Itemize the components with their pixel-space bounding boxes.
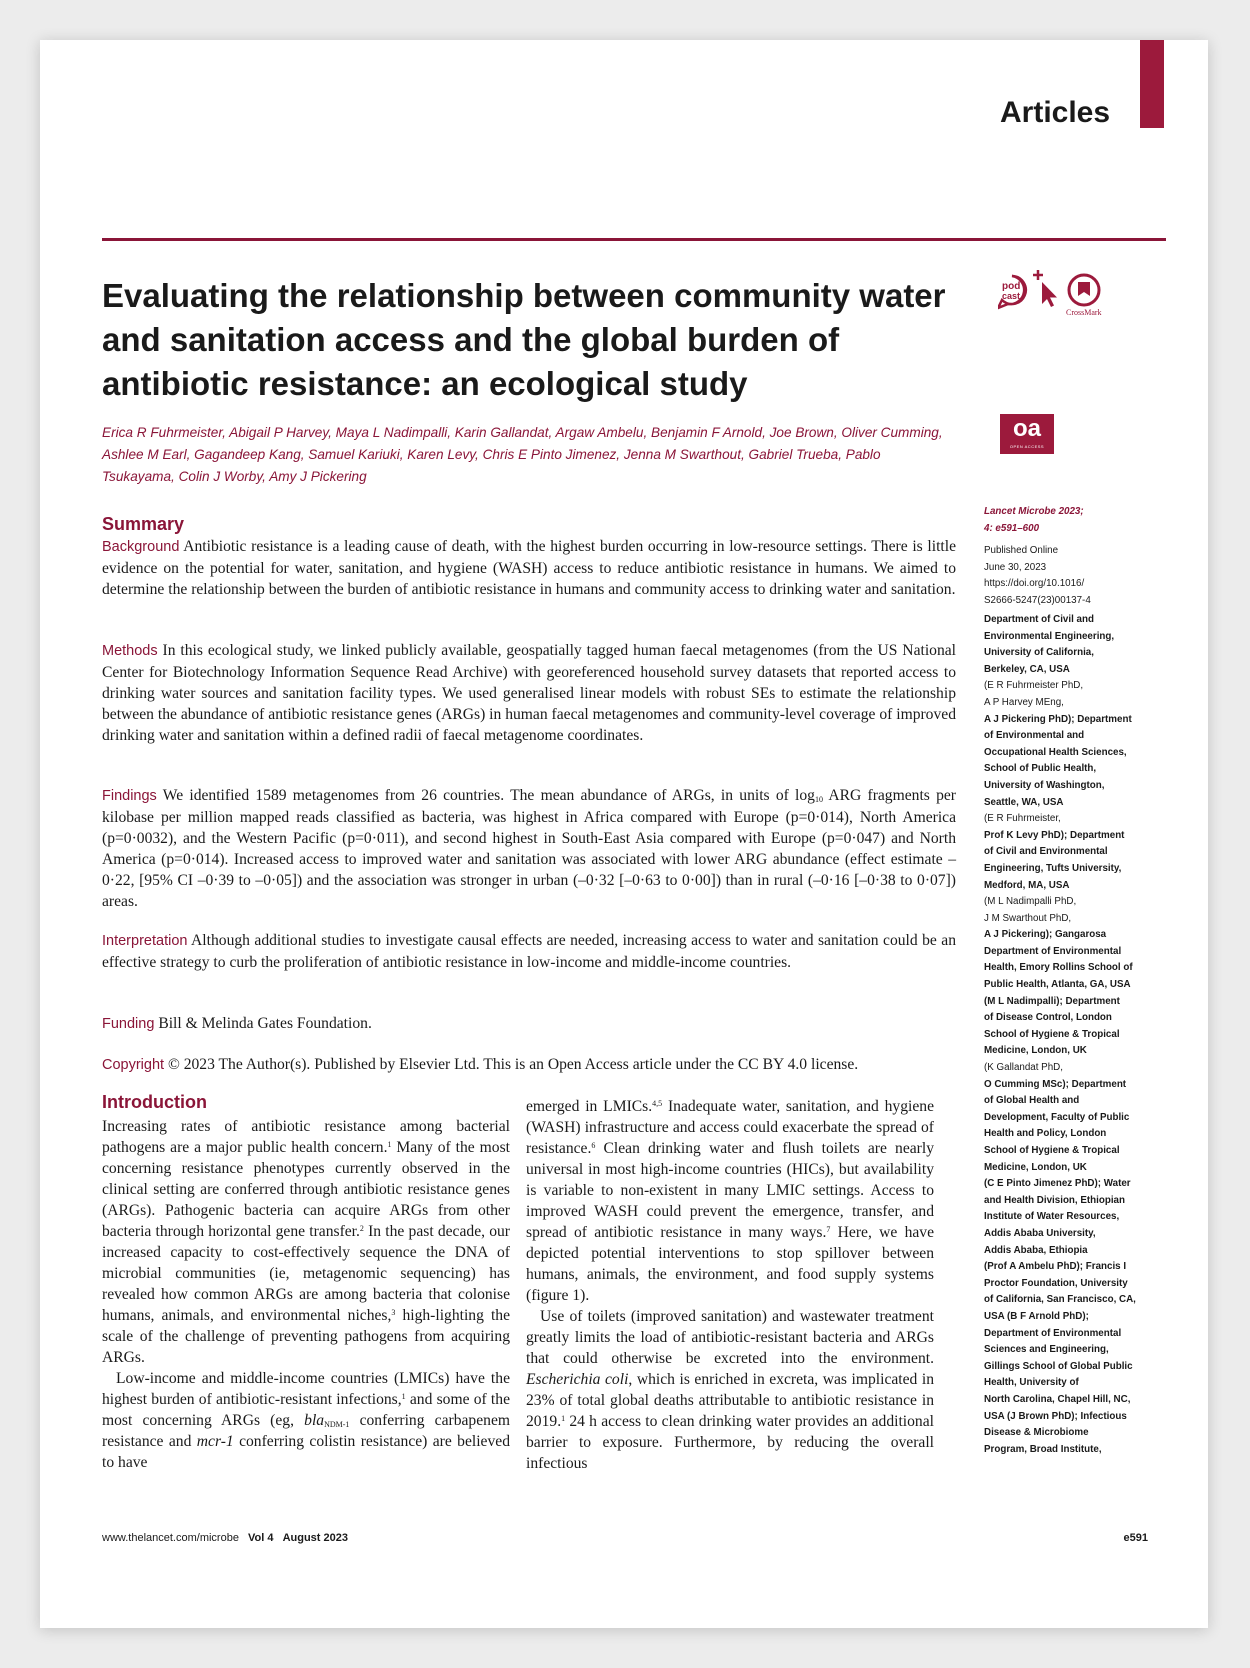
footer-volume: Vol 4	[248, 1532, 274, 1544]
affiliation-line: of California, San Francisco, CA,	[984, 1294, 1136, 1306]
methods-text: In this ecological study, we linked publicly available, geospatially tagged human faecal metagenomes (from the US National Center for Biotechnology Information Sequence Read Archive) with georeferenced household survey datasets that reported access to drinking water sources and sanitation facility types. We used generalised linear models with robust SEs to estimate the relationship between the abundance of antibiotic resistance genes (ARGs) in human faecal metagenomes and community-level coverage of improved drinking water and sanitation within a defined radii of faecal metagenome coordinates.	[102, 642, 956, 744]
affiliation-line: A J Pickering PhD); Department	[984, 713, 1132, 725]
text-run: emerged in LMICs.	[526, 1098, 653, 1115]
funding-text: Bill & Melinda Gates Foundation.	[158, 1015, 372, 1032]
summary-funding	[102, 1013, 956, 1035]
affiliation-line: Department of Civil and	[984, 614, 1094, 625]
affiliation-line: Institute of Water Resources,	[984, 1211, 1120, 1223]
intro-paragraph	[526, 1096, 934, 1306]
text-run: Escherichia coli	[526, 1371, 629, 1388]
svg-text:cast: cast	[1002, 291, 1021, 301]
introduction-heading: Introduction	[102, 1092, 207, 1112]
journal-volume: 4: e591–600	[984, 522, 1040, 534]
text-run: conferring colistin resistance) are believed to have	[102, 1433, 510, 1471]
affiliation-line: J M Swarthout PhD,	[984, 912, 1072, 924]
affiliation-line: Addis Ababa University,	[984, 1227, 1096, 1239]
affiliation-line: Berkeley, CA, USA	[984, 663, 1070, 675]
article-title: Evaluating the relationship between community water and sanitation access and the global burden of antibiotic resistance: an ecological study	[102, 277, 946, 402]
text-run: 24 h access to clean drinking water provides an additional barrier to exposure. Furthermore, by reducing the overall infectious	[526, 1413, 934, 1472]
summary-findings	[102, 785, 956, 912]
affiliation-line: (M L Nadimpalli PhD,	[984, 896, 1077, 908]
affiliation-line: Sciences and Engineering,	[984, 1344, 1109, 1356]
page-number: e591	[1123, 1532, 1148, 1544]
affiliation-line: University of California,	[984, 647, 1094, 659]
cursor-plus-icon	[1033, 270, 1057, 307]
affiliation-line: Department of Environmental	[984, 945, 1122, 957]
affiliation-line: Health and Policy, London	[984, 1128, 1107, 1140]
affiliation-line: A J Pickering); Gangarosa	[984, 929, 1107, 941]
affiliation-line: Addis Ababa, Ethiopia	[984, 1244, 1088, 1256]
affiliation-line: (C E Pinto Jimenez PhD); Water	[984, 1178, 1131, 1190]
footer-date: August 2023	[282, 1532, 348, 1544]
affiliation-line: Seattle, WA, USA	[984, 796, 1064, 808]
affiliation-line: School of Hygiene & Tropical	[984, 1145, 1120, 1156]
footer-url[interactable]: www.thelancet.com/microbe	[102, 1532, 239, 1544]
summary-copyright	[102, 1054, 956, 1076]
section-tab	[1140, 40, 1164, 128]
text-run: 7	[826, 1225, 831, 1234]
section-label: Articles	[1000, 96, 1111, 129]
copyright-label: Copyright	[102, 1057, 165, 1073]
summary-methods	[102, 640, 956, 746]
doi-link[interactable]: https://doi.org/10.1016/	[984, 578, 1085, 590]
text-run: bla	[304, 1412, 325, 1429]
affiliation-line: Environmental Engineering,	[984, 630, 1115, 642]
affiliation-line: of Civil and Environmental	[984, 846, 1108, 858]
podcast-label: pod	[1002, 281, 1021, 292]
interpretation-text: Although additional studies to investigate causal effects are needed, increasing access to water and sanitation could be an effective strategy to curb the proliferation of antibiotic resistance in low-income and middle-income countries.	[102, 932, 957, 971]
affiliation-line: (E R Fuhrmeister PhD,	[984, 680, 1084, 692]
affiliation-line: Engineering, Tufts University,	[984, 862, 1122, 874]
podcast-crossmark-icons	[998, 268, 1158, 328]
text-run: 4,5	[652, 1099, 663, 1108]
affiliation-line: Disease & Microbiome	[984, 1427, 1089, 1439]
text-run: Clean drinking water and flush toilets are nearly universal in most high-income countries (HICs), but availability is variable to non-existent in many LMIC settings. Access to improved WASH could prevent the emergence, transfer, and spread of antibiotic resistance in many ways.	[526, 1140, 934, 1241]
intro-paragraph	[526, 1306, 934, 1474]
text-run: and some of the most concerning ARGs (eg,	[102, 1391, 510, 1429]
affiliation-line: School of Public Health,	[984, 763, 1097, 775]
summary-interpretation	[102, 930, 956, 973]
sidebar-citation	[984, 504, 1144, 610]
text-run: Here, we have depicted potential interventions to stop spillover between humans, animals, the environment, and food supply systems (figure 1).	[526, 1224, 935, 1304]
affiliation-line: Development, Faculty of Public	[984, 1111, 1130, 1123]
text-run: conferring carbapenem resistance and	[102, 1412, 510, 1450]
text-run: high-lighting the scale of the challenge of preventing pathogens from acquiring ARGs.	[102, 1307, 510, 1366]
affiliation-line: (E R Fuhrmeister,	[984, 813, 1061, 825]
text-run: 1	[387, 1140, 392, 1149]
affiliation-line: North Carolina, Chapel Hill, NC,	[984, 1393, 1131, 1405]
text-run: 1	[401, 1392, 406, 1401]
affiliation-line: Prof K Levy PhD); Department	[984, 829, 1125, 841]
affiliation-line: of Disease Control, London	[984, 1012, 1112, 1024]
background-label: Background	[102, 539, 180, 555]
background-text: Antibiotic resistance is a leading cause of death, with the highest burden occurring in low-resource settings. There is little evidence on the potential for water, sanitation, and hygiene (WASH) access to reduce antibiotic resistance in humans. We aimed to determine the relationship between the burden of antibiotic resistance in humans and community access to drinking water and sanitation.	[102, 538, 956, 598]
published-date: June 30, 2023	[984, 561, 1047, 573]
affiliation-line: O Cumming MSc); Department	[984, 1078, 1127, 1090]
affiliation-line: Department of Environmental	[984, 1327, 1122, 1339]
affiliation-line: USA (J Brown PhD); Infectious	[984, 1410, 1127, 1422]
affiliation-line: Health, Emory Rollins School of	[984, 962, 1133, 974]
crossmark-icon[interactable]	[1066, 275, 1102, 317]
findings-label: Findings	[102, 788, 157, 804]
text-run: Inadequate water, sanitation, and hygiene (WASH) infrastructure and access could exacerbate the spread of resistance.	[526, 1098, 934, 1157]
findings-sub: 10	[814, 795, 823, 804]
sidebar-affiliations	[984, 612, 1144, 1458]
affiliation-line: (Prof A Ambelu PhD); Francis I	[984, 1261, 1127, 1273]
methods-label: Methods	[102, 643, 158, 659]
interpretation-label: Interpretation	[102, 933, 188, 949]
affiliation-line: and Health Division, Ethiopian	[984, 1194, 1125, 1206]
summary-background	[102, 536, 956, 600]
text-run: 6	[591, 1141, 596, 1150]
intro-paragraph	[102, 1368, 510, 1473]
affiliation-line: (M L Nadimpalli); Department	[984, 995, 1120, 1007]
intro-left-column	[102, 1116, 510, 1473]
text-run: mcr-1	[196, 1433, 234, 1450]
affiliation-line: of Environmental and	[984, 730, 1085, 742]
text-run: NDM-1	[324, 1420, 350, 1429]
copyright-text: © 2023 The Author(s). Published by Elsevier Ltd. This is an Open Access article under the CC BY 4.0 license.	[167, 1056, 859, 1073]
text-run: 1	[561, 1414, 566, 1423]
journal-citation: Lancet Microbe 2023;	[984, 506, 1084, 517]
affiliation-line: School of Hygiene & Tropical	[984, 1028, 1120, 1040]
affiliation-line: Proctor Foundation, University	[984, 1277, 1128, 1289]
affiliation-line: of Global Health and	[984, 1095, 1080, 1107]
podcast-icon[interactable]	[998, 276, 1026, 308]
text-run: 3	[391, 1308, 396, 1317]
affiliation-line: Gillings School of Global Public	[984, 1360, 1133, 1372]
affiliation-line: Medford, MA, USA	[984, 879, 1070, 891]
affiliation-line: Medicine, London, UK	[984, 1045, 1087, 1057]
affiliation-line: A P Harvey MEng,	[984, 696, 1064, 708]
oa-small-label: OPEN ACCESS	[1009, 444, 1045, 449]
header-rule	[102, 238, 1166, 241]
text-run: Many of the most concerning resistance phenotypes currently observed in the clinical setting are conferred through antibiotic resistance genes (ARGs). Pathogenic bacteria can acquire ARGs from other bacteria through horizontal gene transfer.	[102, 1139, 510, 1240]
text-run: In the past decade, our increased capacity to cost-effectively sequence the DNA of microbial communities (ie, metagenomic sequencing) has revealed how common ARGs are among bacteria that colonise humans, animals, and environmental niches,	[102, 1223, 510, 1324]
findings-text-a: We identified 1589 metagenomes from 26 countries. The mean abundance of ARGs, in units of log	[162, 787, 815, 804]
affiliation-line: USA (B F Arnold PhD);	[984, 1310, 1089, 1322]
intro-paragraph	[102, 1116, 510, 1368]
badge-icons	[998, 268, 1158, 328]
open-access-badge	[1000, 414, 1054, 454]
oa-label: oa	[1012, 415, 1041, 442]
author-list: Erica R Fuhrmeister, Abigail P Harvey, Maya L Nadimpalli, Karin Gallandat, Argaw Ambelu, Benjamin F Arnold, Joe Brown, Oliver Cumming, Ashlee M Earl, Gagandeep Kang, Samuel Kariuki, Karen Levy, Chris E Pinto Jimenez, Jenna M Swarthout, Gabriel Trueba, Pablo Tsukayama, Colin J Worby, Amy J Pickering	[102, 425, 943, 484]
affiliation-line: Health, University of	[984, 1377, 1079, 1389]
published-online: Published Online	[984, 545, 1059, 557]
intro-right-column	[526, 1096, 934, 1474]
text-run: Increasing rates of antibiotic resistance among bacterial pathogens are a major public health concern.	[102, 1118, 510, 1156]
affiliation-line: Medicine, London, UK	[984, 1161, 1087, 1173]
text-run: 2	[359, 1224, 364, 1233]
article-page	[40, 40, 1208, 1628]
affiliation-line: (K Gallandat PhD,	[984, 1062, 1063, 1074]
summary-heading: Summary	[102, 514, 185, 534]
affiliation-line: Program, Broad Institute,	[984, 1443, 1102, 1455]
doi-link-cont[interactable]: S2666-5247(23)00137-4	[984, 594, 1091, 606]
footer-info	[102, 1532, 348, 1544]
affiliation-line: Public Health, Atlanta, GA, USA	[984, 979, 1131, 991]
findings-text-b: ARG fragments per kilobase per million mapped reads classified as bacteria, was highest in Africa compared with Europe (p=0·014), North America (p=0·0032), and the Western Pacific (p=0·011), and second highest in South-East Asia compared with Europe (p=0·047) and North America (p=0·014). Increased access to improved water and sanitation was associated with lower ARG abundance (effect estimate –0·22, [95% CI –0·39 to –0·05]) and the association was stronger in urban (–0·32 [–0·63 to 0·00]) than in rural (–0·16 [–0·38 to 0·07]) areas.	[102, 787, 956, 910]
affiliation-line: University of Washington,	[984, 779, 1105, 791]
text-run: , which is enriched in excreta, was implicated in 23% of total global deaths attributable to antibiotic resistance in 2019.	[526, 1371, 934, 1430]
text-run: Use of toilets (improved sanitation) and wastewater treatment greatly limits the load of antibiotic-resistant bacteria and ARGs that could otherwise be excreted into the environment.	[526, 1308, 934, 1367]
funding-label: Funding	[102, 1016, 155, 1032]
text-run: Low-income and middle-income countries (LMICs) have the highest burden of antibiotic-resistant infections,	[102, 1370, 510, 1408]
crossmark-label: CrossMark	[1066, 308, 1102, 317]
affiliation-line: Occupational Health Sciences,	[984, 746, 1127, 758]
